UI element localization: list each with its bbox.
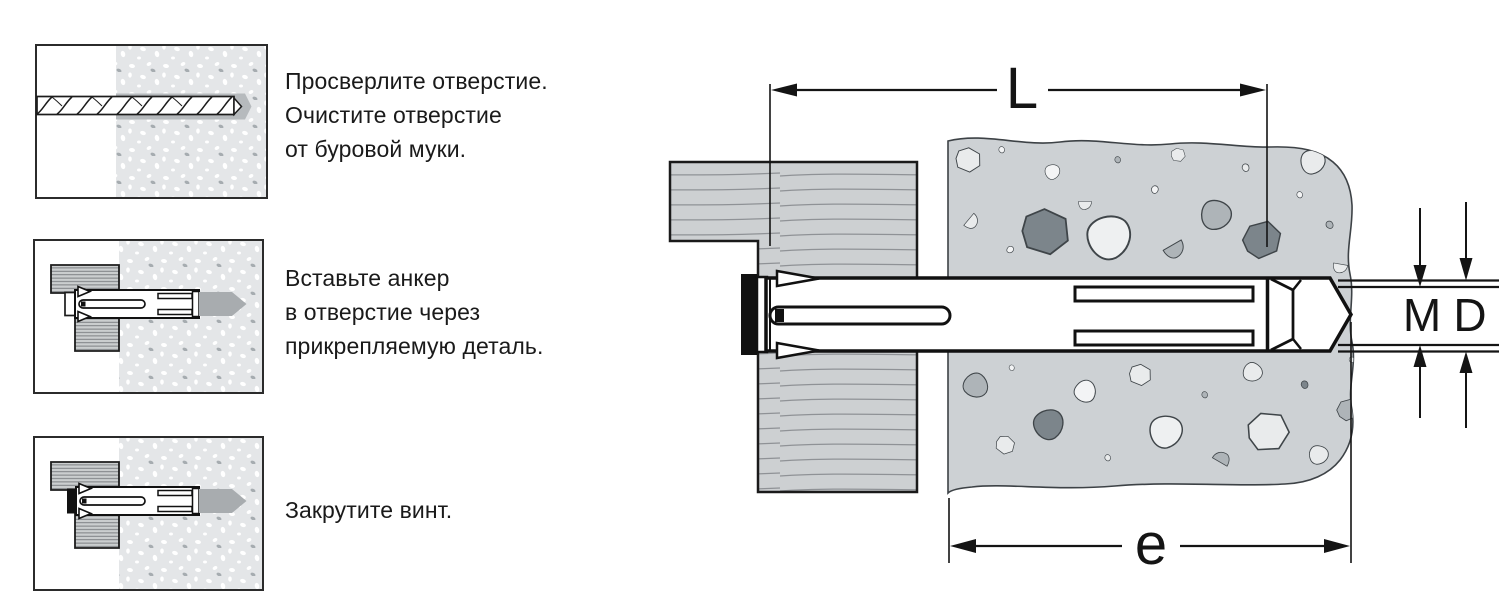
arrow-left-icon (771, 84, 797, 97)
concrete-texture (116, 46, 266, 197)
screw-slot (770, 307, 950, 324)
anchor-body (741, 271, 1351, 358)
arrow-up-icon (1414, 345, 1427, 367)
arrow-down-icon (1414, 265, 1427, 287)
step-3-text (285, 493, 452, 527)
step-text-line: Вставьте анкер (285, 265, 450, 291)
step-2-illustration-insert-anchor (33, 239, 264, 394)
arrow-down-icon (1460, 258, 1473, 281)
dimension-label-D: D (1453, 289, 1487, 341)
step-3-illustration-tighten-screw (33, 436, 264, 591)
dimension-M-D (1338, 202, 1499, 428)
step-text-line: от буровой муки. (285, 136, 467, 162)
step-2-text (285, 261, 543, 363)
dimension-label-e: e (1134, 512, 1168, 577)
dimension-label-M: M (1402, 289, 1442, 341)
arrow-right-icon (1324, 539, 1350, 553)
expansion-slot-top (1075, 287, 1253, 301)
step-1-text (285, 64, 548, 166)
drill-bit-icon (37, 97, 242, 115)
dimension-label-L: L (1005, 56, 1039, 121)
arrow-up-icon (1460, 352, 1473, 374)
screw-head (741, 274, 757, 355)
step-text-line: в отверстие через (285, 299, 481, 325)
arrow-right-icon (1240, 84, 1266, 97)
screw-head-tightened (67, 489, 76, 514)
step-text-line: Очистите отверстие (285, 102, 502, 128)
screw-head (65, 293, 75, 316)
step-text-line: Закрутите винт. (285, 497, 453, 523)
step-text-line: прикрепляемую деталь. (285, 333, 544, 359)
expansion-slot-bottom (1075, 331, 1253, 345)
anchor-cross-section-diagram (650, 0, 1500, 600)
step-1-illustration-drill (35, 44, 268, 199)
arrow-left-icon (950, 539, 976, 553)
step-text-line: Просверлите отверстие. (285, 68, 548, 94)
